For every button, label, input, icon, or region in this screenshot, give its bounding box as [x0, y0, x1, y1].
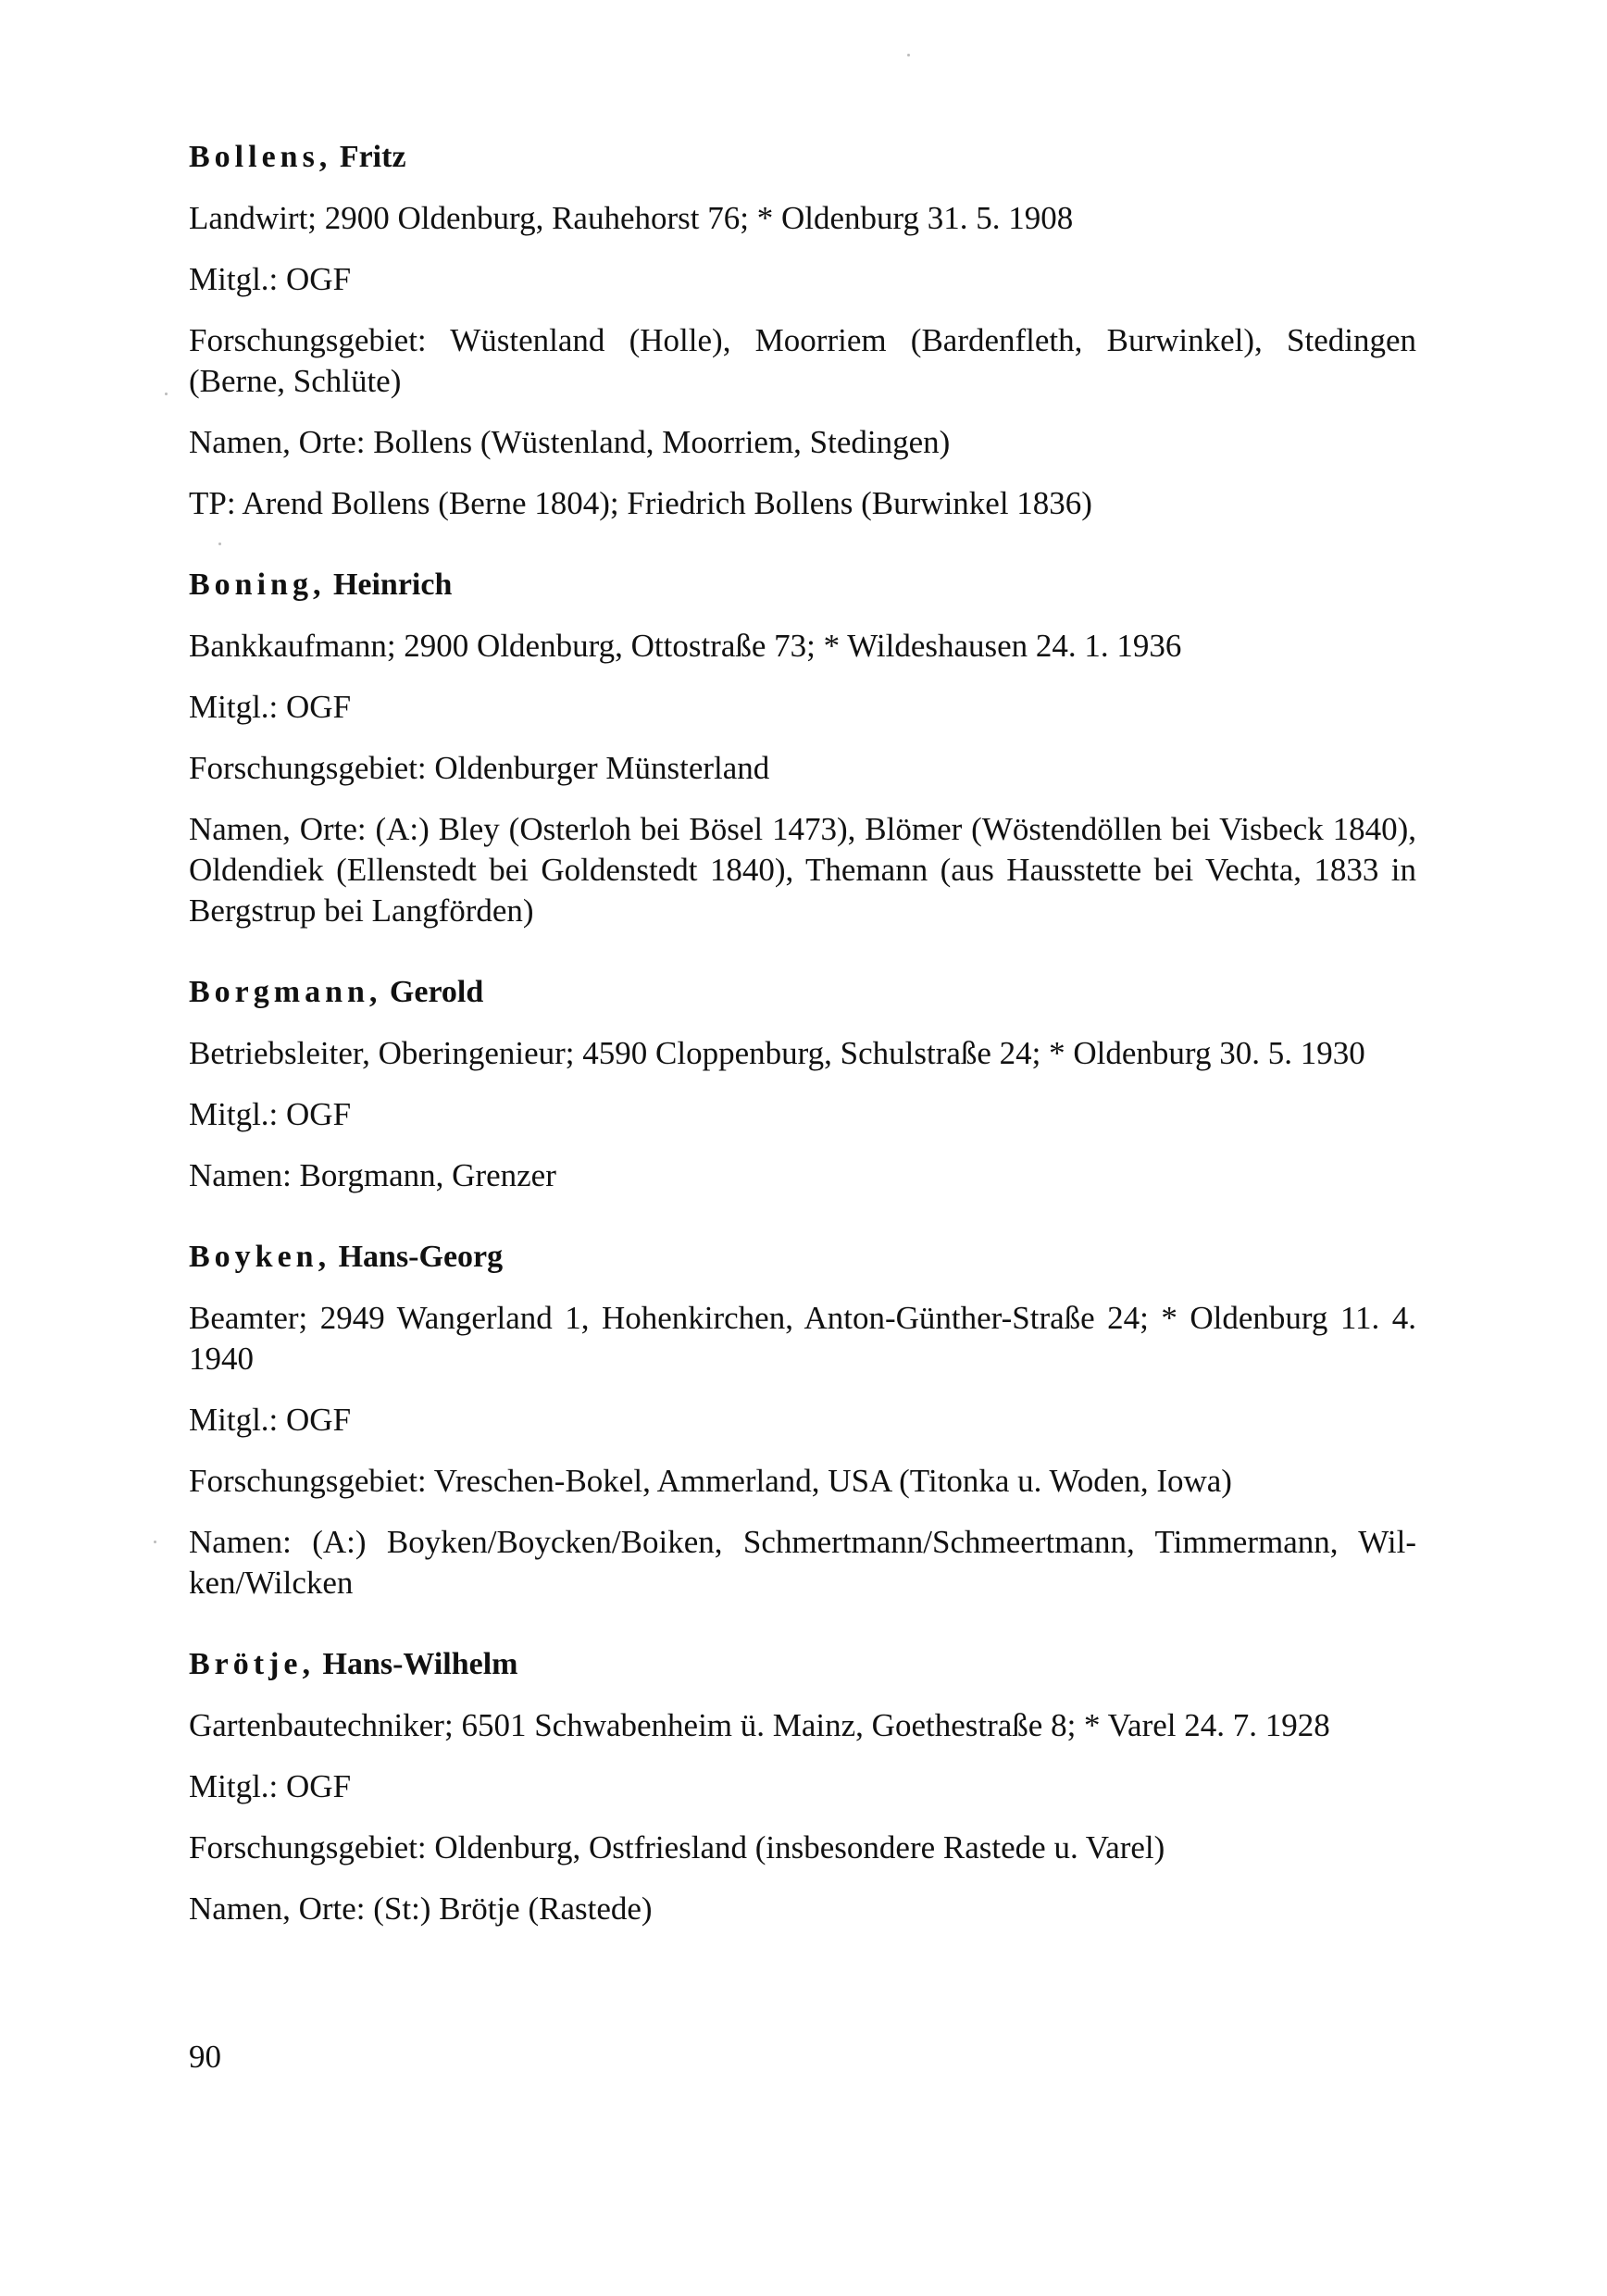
entry-surname: Boyken,: [189, 1240, 331, 1274]
page-number: 90: [189, 2039, 221, 2075]
entry-research-area: Forschungsgebiet: Vreschen-Bokel, Ammerland, USA (Titonka u. Woden, Iowa): [189, 1463, 1232, 1499]
entry-names-places: Namen, Orte: (A:) Bley (Osterloh bei Bösel 1473), Blömer (Wöstendöllen bei Visbeck 1840), Oldendiek (Ellenstedt bei Goldenstedt 1840), Themann (aus Hausstette bei Vechta, 1833 in Bergstrup bei Langförden): [189, 811, 1416, 929]
directory-page: [189, 137, 1416, 1970]
entry-heading: [189, 1237, 1416, 1278]
entry-names-places: Namen, Orte: (St:) Brötje (Rastede): [189, 1890, 653, 1927]
entry-membership: Mitgl.: OGF: [189, 1096, 352, 1132]
entry-occupation-address: Bankkaufmann; 2900 Oldenburg, Ottostraße 73; * Wildeshausen 24. 1. 1936: [189, 628, 1182, 664]
entry-given-name: Gerold: [389, 975, 484, 1009]
entry-heading: [189, 565, 1416, 605]
entry-given-name: Fritz: [339, 140, 406, 174]
entry-occupation-address: Gartenbautechniker; 6501 Schwabenheim ü. Mainz, Goethestraße 8; * Varel 24. 7. 1928: [189, 1707, 1330, 1743]
scan-speck: [154, 1541, 156, 1543]
entry-surname: Borgmann,: [189, 975, 382, 1009]
entry-surname: Brötje,: [189, 1647, 316, 1681]
entry-membership: Mitgl.: OGF: [189, 689, 352, 725]
entry-occupation-address: Beamter; 2949 Wangerland 1, Hohenkirchen, Anton-Günther-Straße 24; * Oldenburg 11. 4. 1940: [189, 1300, 1416, 1377]
scan-speck: [907, 54, 910, 56]
entry-membership: Mitgl.: OGF: [189, 1768, 352, 1804]
entry-given-name: Hans-Georg: [338, 1240, 504, 1274]
entry-research-area: Forschungsgebiet: Wüstenland (Holle), Moorriem (Bardenfleth, Burwinkel), Stedingen (Berne, Schlüte): [189, 322, 1416, 399]
entry-heading: [189, 1644, 1416, 1685]
entry-membership: Mitgl.: OGF: [189, 1402, 352, 1438]
entry-borgmann: [189, 972, 1416, 1196]
entry-research-area: Forschungsgebiet: Oldenburger Münsterland: [189, 750, 770, 786]
entry-names: Namen: Borgmann, Grenzer: [189, 1157, 556, 1193]
entry-bollens: [189, 137, 1416, 524]
entry-occupation-address: Betriebsleiter, Oberingenieur; 4590 Cloppenburg, Schulstraße 24; * Oldenburg 30. 5. 1930: [189, 1035, 1365, 1071]
entry-surname: Boning,: [189, 568, 326, 602]
entry-tp: TP: Arend Bollens (Berne 1804); Friedrich Bollens (Burwinkel 1836): [189, 485, 1092, 521]
entry-boning: [189, 565, 1416, 931]
entry-occupation-address: Landwirt; 2900 Oldenburg, Rauhehorst 76; * Oldenburg 31. 5. 1908: [189, 200, 1074, 236]
entry-surname: Bollens,: [189, 140, 332, 174]
entry-heading: [189, 137, 1416, 178]
scan-speck: [218, 543, 221, 545]
entry-heading: [189, 972, 1416, 1013]
entry-research-area: Forschungsgebiet: Oldenburg, Ostfriesland (insbesondere Rastede u. Varel): [189, 1829, 1165, 1866]
entry-given-name: Hans-Wilhelm: [322, 1647, 518, 1681]
scan-speck: [165, 393, 168, 395]
entry-names: Namen: (A:) Boyken/Boycken/Boiken, Schmertmann/Schmeertmann, Timmermann, Wil-ken/Wilcken: [189, 1524, 1416, 1601]
entry-given-name: Heinrich: [332, 568, 453, 602]
entry-names-places: Namen, Orte: Bollens (Wüstenland, Moorriem, Stedingen): [189, 424, 951, 460]
entry-boyken: [189, 1237, 1416, 1603]
entry-broetje: [189, 1644, 1416, 1929]
entry-membership: Mitgl.: OGF: [189, 261, 352, 297]
